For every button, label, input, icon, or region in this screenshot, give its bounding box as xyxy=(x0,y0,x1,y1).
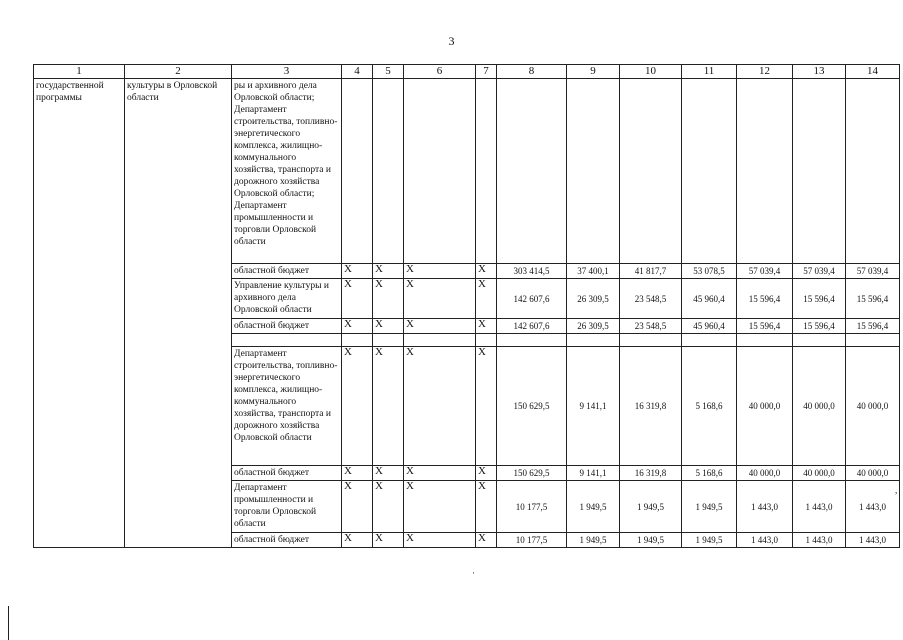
value-cell: 26 309,5 xyxy=(567,319,620,334)
cell xyxy=(476,334,497,347)
executor-cell: ры и архивного дела Орловской области; Департамент строительства, топливно-энергетического комплекса, жилищно-коммунального хозяйства, транспорта и дорожного хозяйства Орловской области; Департамент промышленности и торговли Орловской области xyxy=(232,79,342,264)
cell: X xyxy=(476,533,497,548)
cell: X xyxy=(373,264,404,279)
value-cell xyxy=(846,334,900,347)
value-cell: 16 319,8 xyxy=(620,347,682,466)
column-header: 13 xyxy=(793,65,846,79)
cell: X xyxy=(373,533,404,548)
value-cell: 40 000,0 xyxy=(846,466,900,481)
value-cell: 57 039,4 xyxy=(793,264,846,279)
value-cell xyxy=(737,334,793,347)
cell: X xyxy=(373,347,404,466)
value-cell: 23 548,5 xyxy=(620,319,682,334)
value-cell: 15 596,4 xyxy=(793,279,846,319)
value-cell xyxy=(793,79,846,264)
cell: X xyxy=(342,264,373,279)
value-cell: 45 960,4 xyxy=(682,319,737,334)
column-header: 14 xyxy=(846,65,900,79)
page-number: 3 xyxy=(448,34,455,48)
value-cell: 15 596,4 xyxy=(737,319,793,334)
cell xyxy=(373,334,404,347)
value-cell: 10 177,5 xyxy=(497,533,567,548)
value-cell: 15 596,4 xyxy=(793,319,846,334)
cell: X xyxy=(404,466,476,481)
value-cell: 1 949,5 xyxy=(567,533,620,548)
value-cell: 9 141,1 xyxy=(567,347,620,466)
value-cell: 1 443,0 xyxy=(846,533,900,548)
value-cell xyxy=(620,334,682,347)
column-header: 7 xyxy=(476,65,497,79)
column-header: 10 xyxy=(620,65,682,79)
budget-cell: областной бюджет xyxy=(232,466,342,481)
value-cell: 303 414,5 xyxy=(497,264,567,279)
cell: X xyxy=(342,319,373,334)
scan-tick: , xyxy=(895,485,898,495)
cell: X xyxy=(342,481,373,533)
value-cell: 1 443,0 xyxy=(737,533,793,548)
column-header: 1 xyxy=(34,65,125,79)
value-cell: 45 960,4 xyxy=(682,279,737,319)
cell xyxy=(373,79,404,264)
value-cell xyxy=(682,334,737,347)
column-header: 9 xyxy=(567,65,620,79)
cell: X xyxy=(476,347,497,466)
program-table xyxy=(33,64,900,548)
value-cell: 40 000,0 xyxy=(737,347,793,466)
value-cell: 1 949,5 xyxy=(682,533,737,548)
value-cell xyxy=(620,79,682,264)
value-cell xyxy=(846,79,900,264)
value-cell: 23 548,5 xyxy=(620,279,682,319)
cell: X xyxy=(476,481,497,533)
value-cell: 57 039,4 xyxy=(737,264,793,279)
cell xyxy=(342,79,373,264)
value-cell xyxy=(737,79,793,264)
value-cell: 41 817,7 xyxy=(620,264,682,279)
value-cell: 5 168,6 xyxy=(682,347,737,466)
value-cell: 150 629,5 xyxy=(497,347,567,466)
cell: X xyxy=(476,279,497,319)
value-cell: 40 000,0 xyxy=(737,466,793,481)
budget-cell: областной бюджет xyxy=(232,533,342,548)
value-cell: 1 443,0 xyxy=(846,481,900,533)
cell: X xyxy=(404,279,476,319)
cell: X xyxy=(373,319,404,334)
cell xyxy=(342,334,373,347)
cell: X xyxy=(373,481,404,533)
value-cell: 5 168,6 xyxy=(682,466,737,481)
column-header: 8 xyxy=(497,65,567,79)
value-cell: 37 400,1 xyxy=(567,264,620,279)
column-header: 11 xyxy=(682,65,737,79)
value-cell: 40 000,0 xyxy=(846,347,900,466)
value-cell: 40 000,0 xyxy=(793,466,846,481)
column-header: 6 xyxy=(404,65,476,79)
cell: X xyxy=(342,347,373,466)
cell: X xyxy=(404,481,476,533)
cell: X xyxy=(342,466,373,481)
value-cell: 142 607,6 xyxy=(497,319,567,334)
value-cell: 1 949,5 xyxy=(620,533,682,548)
cell: X xyxy=(404,533,476,548)
scan-dot: · xyxy=(472,568,475,578)
executor-cell: Департамент строительства, топливно-энергетического комплекса, жилищно-коммунального хозяйства, транспорта и дорожного хозяйства Орловской области xyxy=(232,347,342,466)
program-label-cell: государственной программы xyxy=(34,79,125,548)
executor-cell: Управление культуры и архивного дела Орловской области xyxy=(232,279,342,319)
scan-margin-line xyxy=(8,606,9,640)
executor-cell: Департамент промышленности и торговли Орловской области xyxy=(232,481,342,533)
column-header: 12 xyxy=(737,65,793,79)
value-cell: 150 629,5 xyxy=(497,466,567,481)
cell: X xyxy=(404,319,476,334)
table-row xyxy=(34,79,900,264)
value-cell: 9 141,1 xyxy=(567,466,620,481)
executor-cell xyxy=(232,334,342,347)
value-cell: 1 949,5 xyxy=(620,481,682,533)
cell xyxy=(404,334,476,347)
value-cell: 1 949,5 xyxy=(682,481,737,533)
cell: X xyxy=(373,466,404,481)
header-row xyxy=(34,65,900,79)
budget-cell: областной бюджет xyxy=(232,264,342,279)
cell xyxy=(476,79,497,264)
column-header: 4 xyxy=(342,65,373,79)
cell: X xyxy=(373,279,404,319)
value-cell xyxy=(567,79,620,264)
value-cell: 10 177,5 xyxy=(497,481,567,533)
value-cell: 15 596,4 xyxy=(846,319,900,334)
column-header: 5 xyxy=(373,65,404,79)
value-cell: 40 000,0 xyxy=(793,347,846,466)
value-cell: 15 596,4 xyxy=(846,279,900,319)
value-cell: 1 949,5 xyxy=(567,481,620,533)
value-cell xyxy=(793,334,846,347)
cell: X xyxy=(342,279,373,319)
value-cell: 53 078,5 xyxy=(682,264,737,279)
cell xyxy=(404,79,476,264)
value-cell: 15 596,4 xyxy=(737,279,793,319)
column-header: 2 xyxy=(125,65,232,79)
cell: X xyxy=(476,264,497,279)
cell: X xyxy=(404,347,476,466)
program-name-cell: культуры в Орловской области xyxy=(125,79,232,548)
value-cell: 57 039,4 xyxy=(846,264,900,279)
budget-cell: областной бюджет xyxy=(232,319,342,334)
cell: X xyxy=(476,319,497,334)
column-header: 3 xyxy=(232,65,342,79)
value-cell: 16 319,8 xyxy=(620,466,682,481)
cell: X xyxy=(404,264,476,279)
value-cell xyxy=(567,334,620,347)
value-cell: 1 443,0 xyxy=(737,481,793,533)
value-cell: 1 443,0 xyxy=(793,533,846,548)
value-cell xyxy=(497,334,567,347)
value-cell: 1 443,0 xyxy=(793,481,846,533)
value-cell: 26 309,5 xyxy=(567,279,620,319)
value-cell xyxy=(497,79,567,264)
value-cell xyxy=(682,79,737,264)
cell: X xyxy=(342,533,373,548)
cell: X xyxy=(476,466,497,481)
value-cell: 142 607,6 xyxy=(497,279,567,319)
